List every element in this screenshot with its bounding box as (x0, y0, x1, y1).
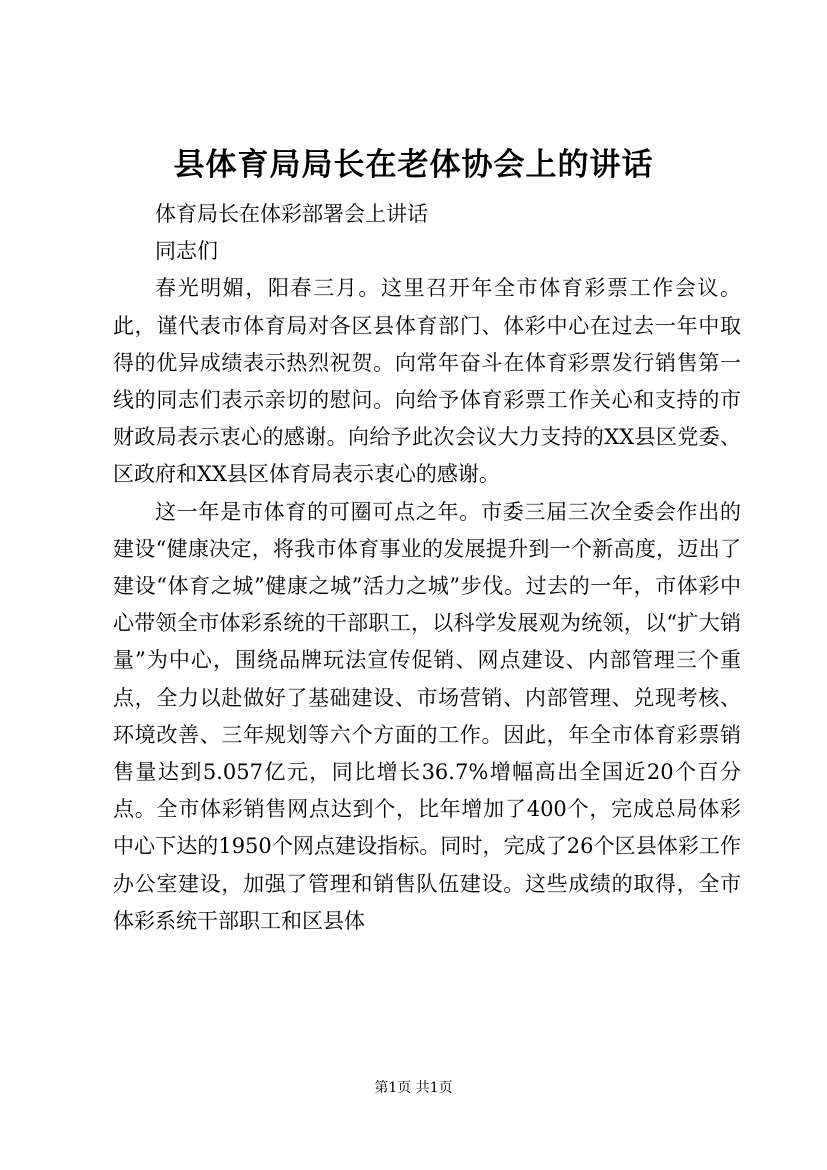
page-footer: 第1页 共1页 (374, 1080, 453, 1096)
subtitle-paragraph: 体育局长在体彩部署会上讲话 (155, 202, 428, 226)
salutation-paragraph: 同志们 (155, 239, 218, 264)
document-title: 县体育局局长在老体协会上的讲话 (173, 147, 654, 183)
body-paragraph: 春光明媚，阳春三月。这里召开年全市体育彩票工作会议。此，谨代表市体育局对各区县体育部门、体彩中心在过去一年中取得的优异成绩表示热烈祝贺。向常年奋斗在体育彩票发行销售第一线的同志们表示亲切的慰问。向给予体育彩票工作关心和支持的市财政局表示衷心的感谢。向给予此次会议大力支持的XX县区党委、区政府和XX县区体育局表示衷心的感谢。 (113, 276, 741, 487)
document-body (113, 196, 741, 940)
body-paragraph: 这一年是市体育的可圈可点之年。市委三届三次全委会作出的建设“健康决定，将我市体育事业的发展提升到一个新高度，迈出了建设“体育之城”健康之城”活力之城”步伐。过去的一年，市体彩中心带领全市体彩系统的干部职工，以科学发展观为统领，以“扩大销量”为中心，围绕品牌玩法宣传促销、网点建设、内部管理三个重点，全力以赴做好了基础建设、市场营销、内部管理、兑现考核、环境改善、三年规划等六个方面的工作。因此，年全市体育彩票销售量达到5.057亿元，同比增长36.7%增幅高出全国近20个百分点。全市体彩销售网点达到个，比年增加了400个，完成总局体彩中心下达的1950个网点建设指标。同时，完成了26个区县体彩工作办公室建设，加强了管理和销售队伍建设。这些成绩的取得，全市体彩系统干部职工和区县体 (113, 499, 741, 933)
